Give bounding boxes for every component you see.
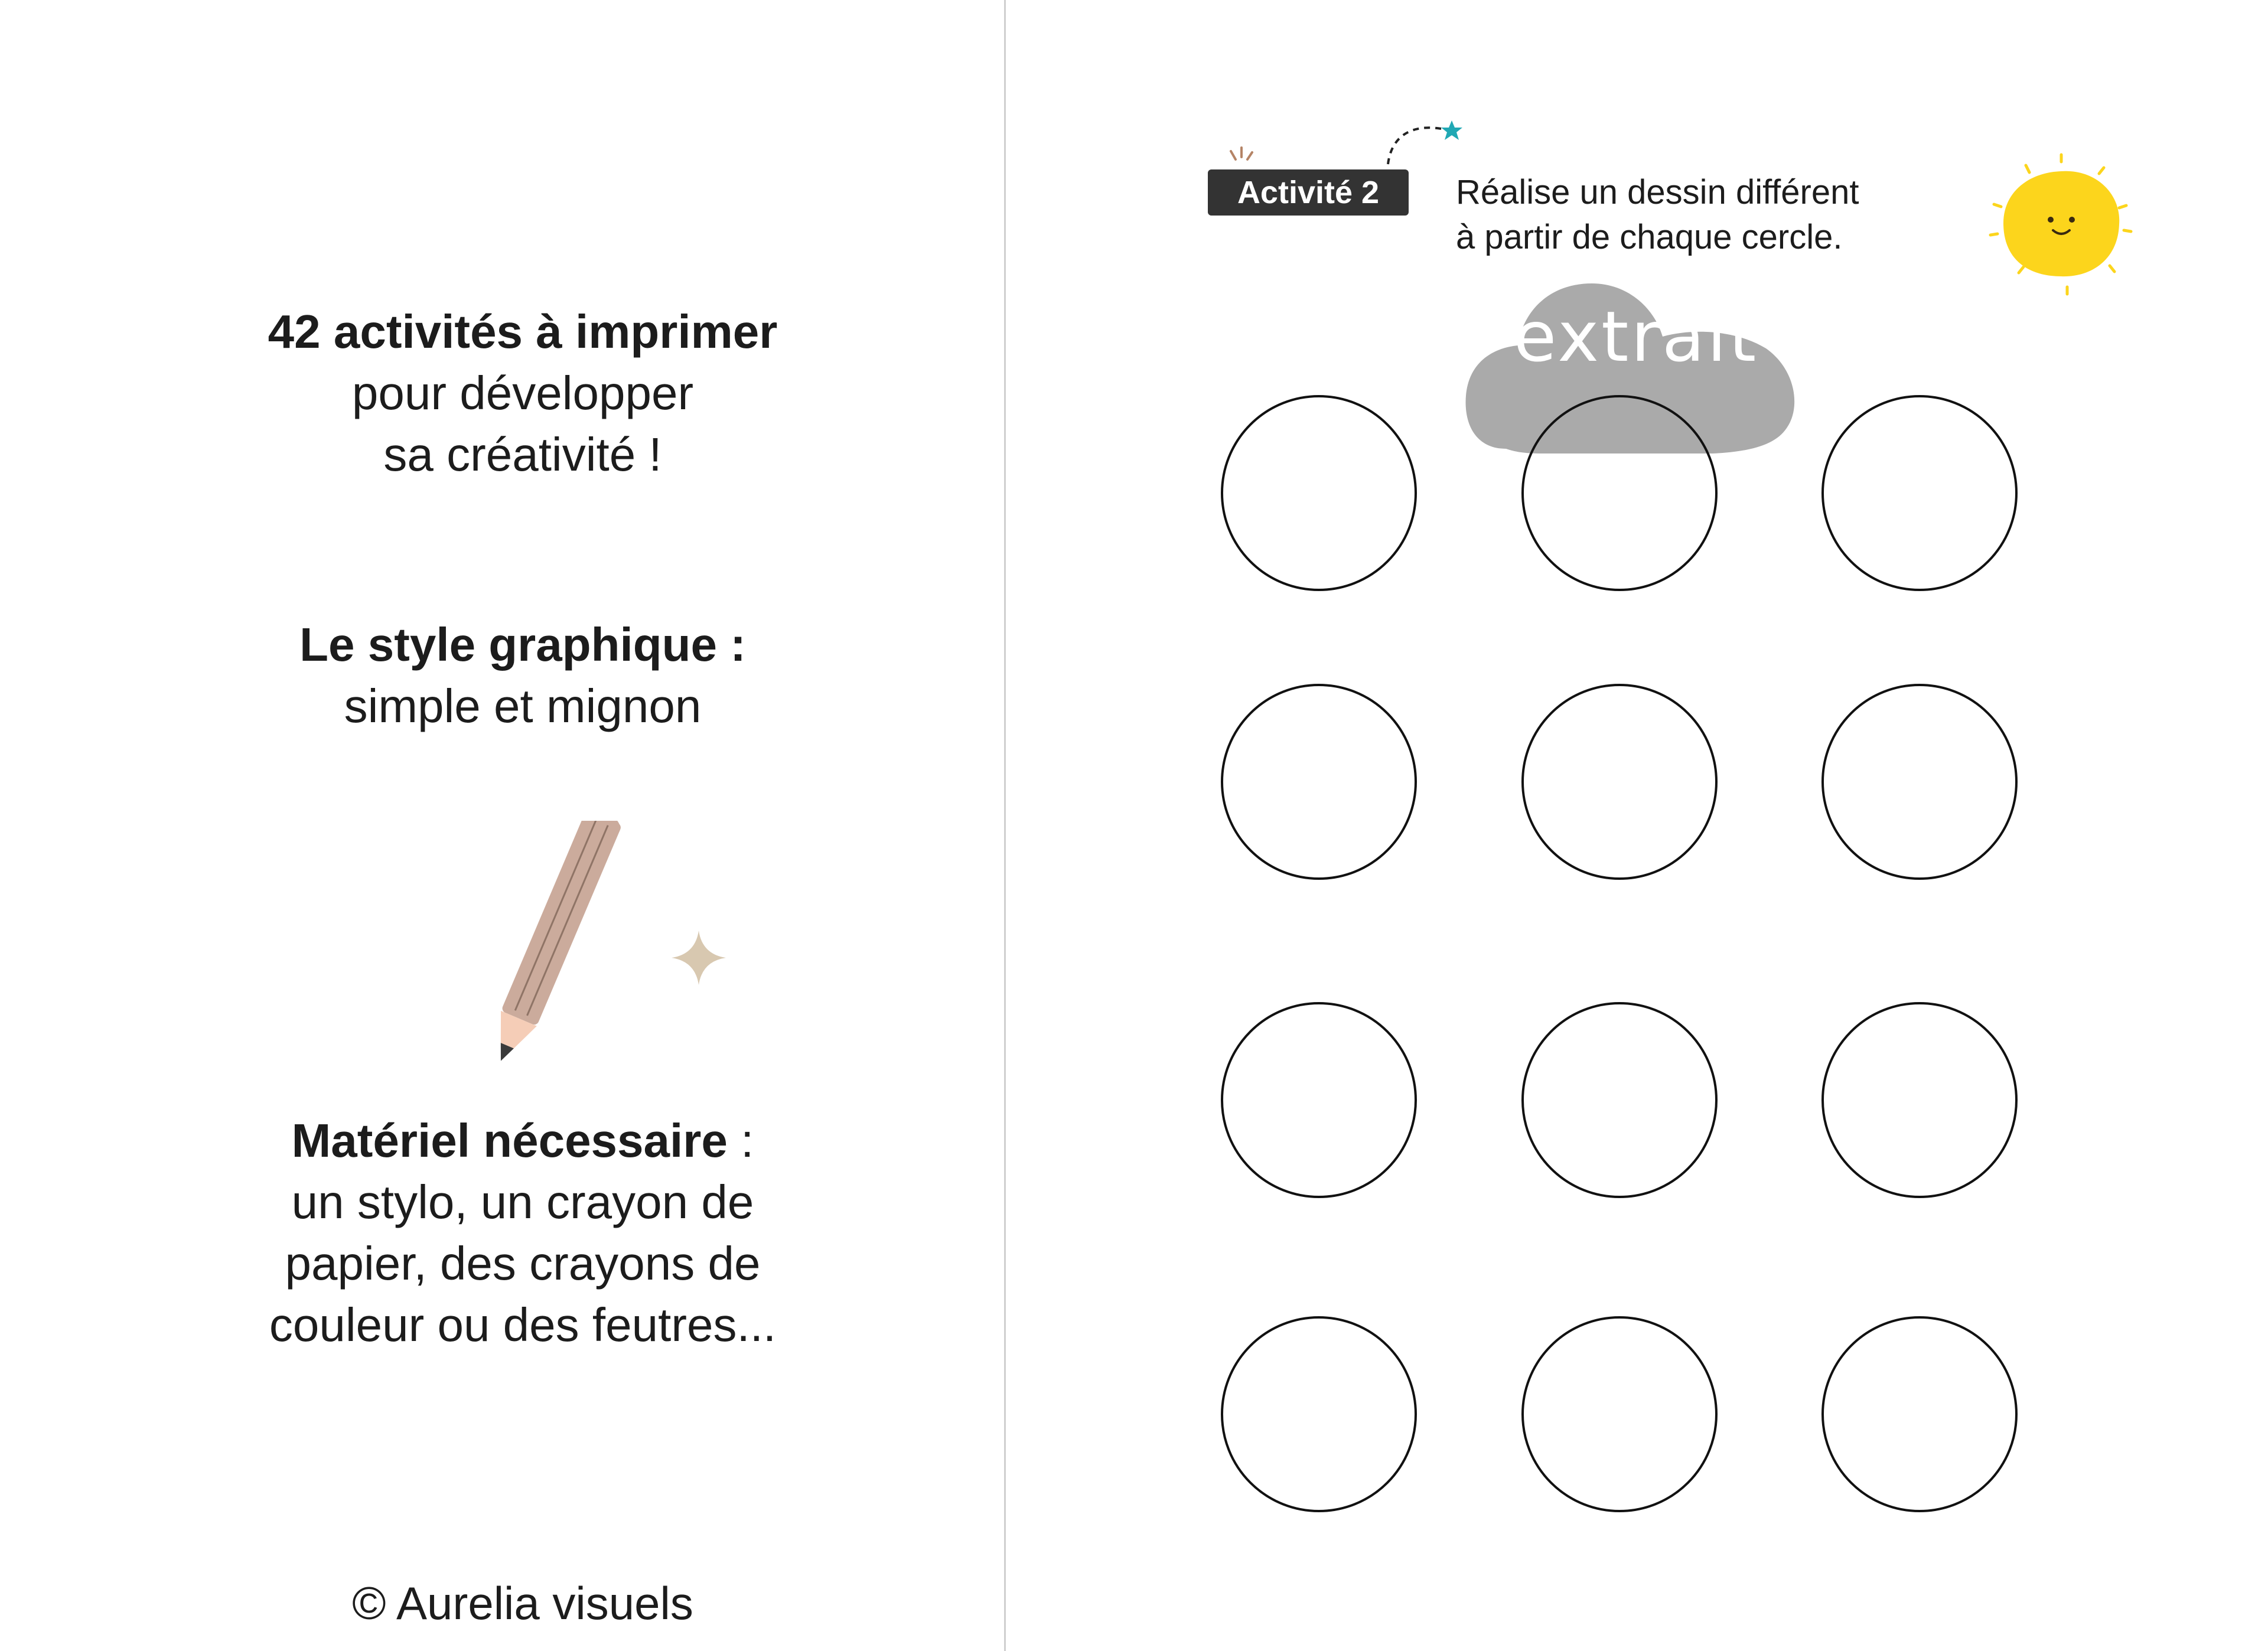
pencil-illustration [461, 821, 756, 1092]
drawing-circle[interactable] [1221, 1316, 1417, 1512]
copyright-notice: © Aurelia visuels [352, 1577, 693, 1629]
instruction-line-1: Réalise un dessin différent [1456, 173, 1859, 211]
drawing-circle[interactable] [1221, 395, 1417, 591]
drawing-circle[interactable] [1521, 1316, 1718, 1512]
style-label: Le style graphique : [299, 618, 746, 671]
activity-badge: Activité 2 [1208, 169, 1409, 216]
drawing-circle[interactable] [1521, 684, 1718, 880]
page-divider [1004, 0, 1006, 1651]
sun-icon [1990, 155, 2131, 294]
material-line-2: papier, des crayons de [285, 1237, 761, 1290]
intro-line-2: pour développer [351, 367, 694, 419]
intro-line-3: sa créativité ! [383, 428, 662, 481]
spark-lines-icon [1231, 148, 1252, 159]
badge-decoration [1211, 118, 1494, 177]
dashed-trail [1388, 128, 1441, 164]
extrait-watermark: extrait [1513, 296, 1759, 377]
star-icon [1441, 120, 1462, 140]
material-line-3: couleur ou des feutres... [269, 1298, 777, 1351]
material-text [0, 1110, 1045, 1356]
drawing-circle[interactable] [1821, 1316, 2018, 1512]
instruction-line-2: à partir de chaque cercle. [1456, 218, 1843, 256]
intro-text [0, 301, 1045, 485]
material-line-1: un stylo, un crayon de [291, 1176, 754, 1228]
material-heading [0, 1110, 1045, 1172]
drawing-circle[interactable] [1521, 1002, 1718, 1198]
intro-title: 42 activités à imprimer [268, 305, 778, 358]
drawing-circle[interactable] [1821, 684, 2018, 880]
style-text [0, 614, 1045, 737]
material-separator: : [727, 1114, 754, 1167]
drawing-circle[interactable] [1221, 1002, 1417, 1198]
sun-illustration [1967, 148, 2156, 301]
material-label: Matériel nécessaire [291, 1114, 728, 1167]
drawing-circle[interactable] [1821, 395, 2018, 591]
pencil-icon [483, 821, 624, 1068]
drawing-circle[interactable] [1821, 1002, 2018, 1198]
sparkle-icon [672, 931, 726, 985]
drawing-circle[interactable] [1221, 684, 1417, 880]
style-value: simple et mignon [344, 680, 702, 732]
